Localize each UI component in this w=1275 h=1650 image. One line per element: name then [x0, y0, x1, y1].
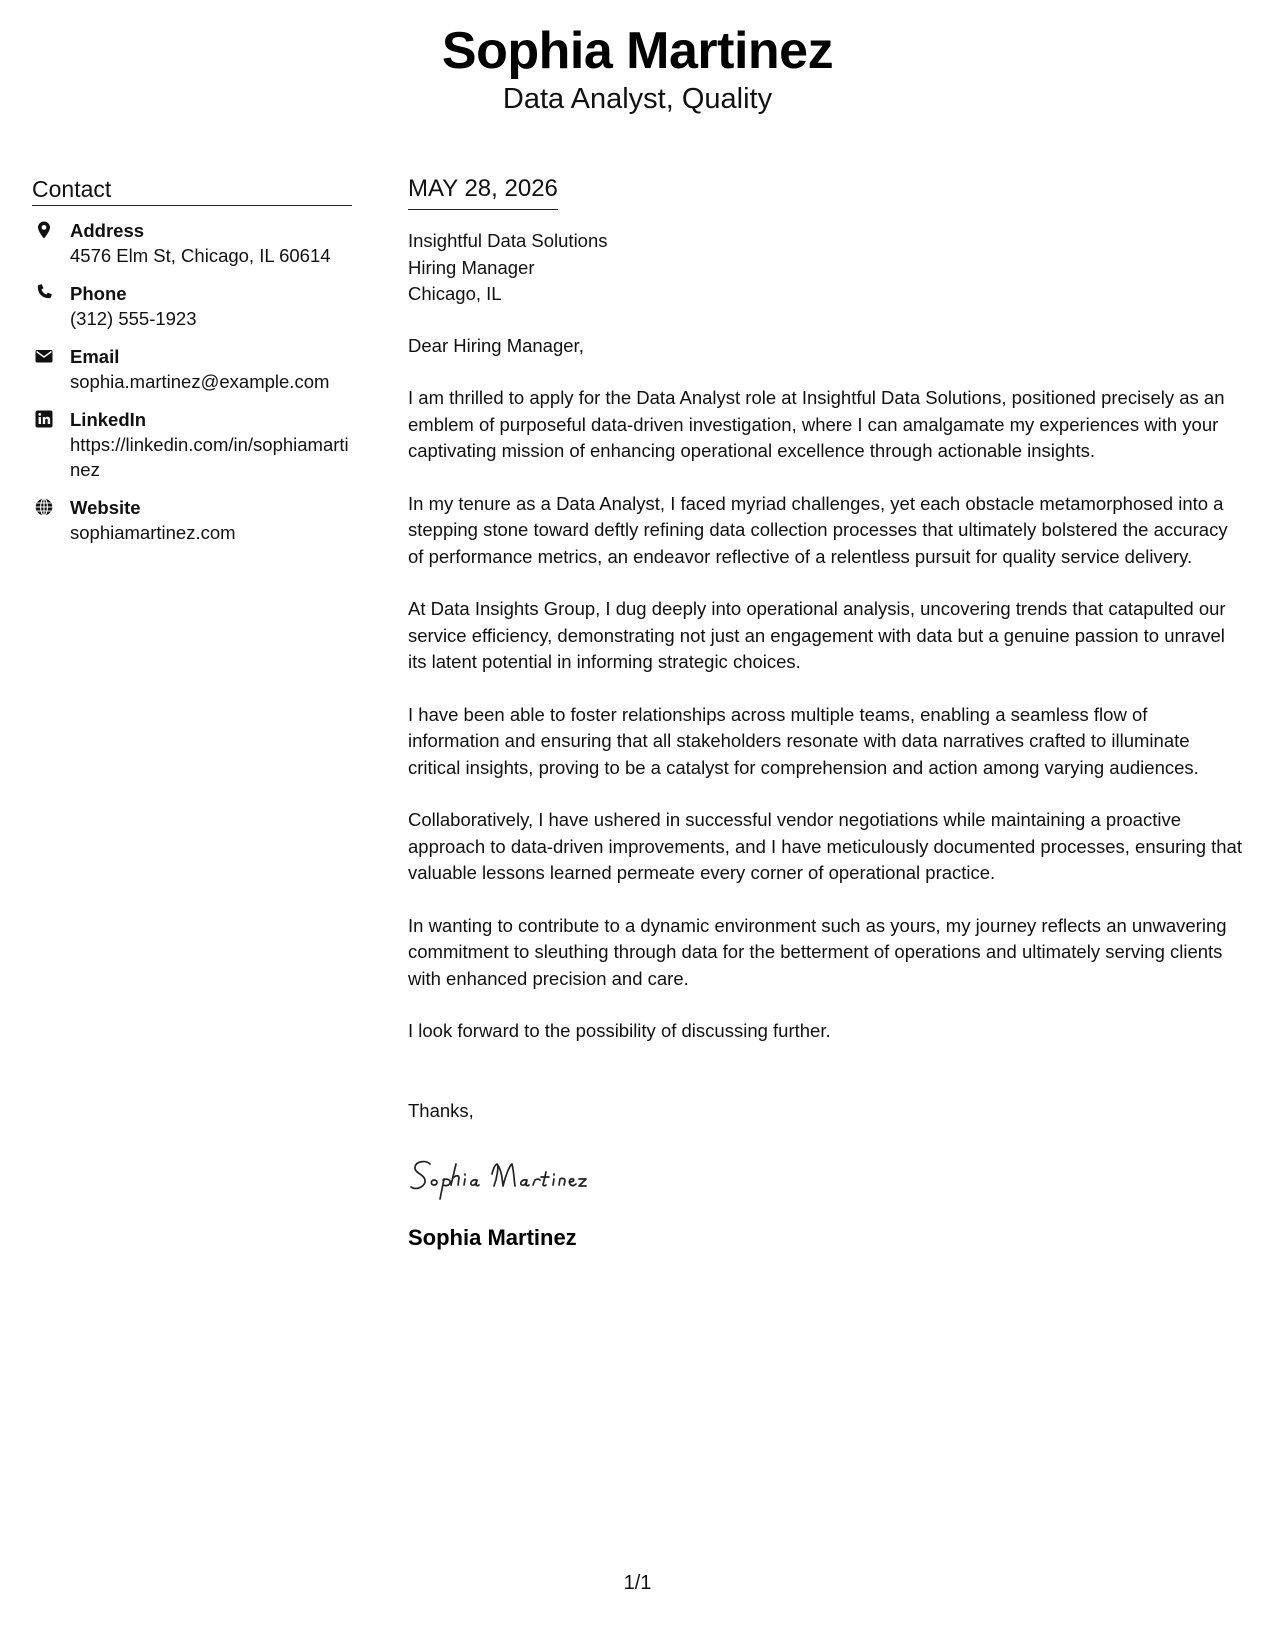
letter-paragraph: I have been able to foster relationships across multiple teams, enabling a seamless flow of information and ensuring that all stakeholders resonate with data narratives crafted to illuminate critical insights, proving to be a catalyst for comprehension and action among varying audiences. — [408, 703, 1199, 778]
letter-body — [408, 174, 1243, 1252]
contact-item-linkedin — [32, 407, 352, 482]
contact-sidebar — [32, 174, 352, 558]
phone-icon — [34, 283, 54, 303]
letter-paragraph: At Data Insights Group, I dug deeply into operational analysis, uncovering trends that catapulted our service efficiency, demonstrating not just an engagement with data but a genuine passion to unravel its latent potential in informing strategic choices. — [408, 598, 1226, 672]
applicant-name: Sophia Martinez — [441, 22, 834, 80]
letter-paragraph: Collaboratively, I have ushered in successful vendor negotiations while maintaining a proactive approach to data-driven improvements, and I have meticulously documented processes, ensuring that valuable lessons learned permeate every corner of operational practice. — [408, 809, 1242, 883]
contact-label: Website — [70, 497, 141, 518]
contact-label: Phone — [70, 283, 127, 304]
recipient-role: Hiring Manager — [408, 256, 535, 278]
linkedin-value[interactable]: https://linkedin.com/in/sophiamartinez — [70, 434, 349, 480]
salutation: Dear Hiring Manager, — [408, 334, 584, 356]
phone-value: (312) 555-1923 — [70, 308, 197, 329]
letter-paragraph: In wanting to contribute to a dynamic environment such as yours, my journey reflects an unwavering commitment to sleuthing through data for the betterment of operations and ultimately serving clients with enhanced precision and care. — [408, 914, 1227, 989]
recipient-block — [408, 228, 1243, 308]
email-value[interactable]: sophia.martinez@example.com — [70, 371, 330, 392]
contact-item-email — [32, 344, 352, 394]
recipient-company: Insightful Data Solutions — [408, 230, 608, 251]
address-value: 4576 Elm St, Chicago, IL 60614 — [70, 245, 331, 266]
contact-item-website — [32, 495, 352, 545]
closing: Thanks, — [408, 1099, 474, 1121]
email-icon — [34, 346, 54, 366]
letter-paragraph: I look forward to the possibility of discussing further. — [408, 1020, 831, 1041]
contact-list — [32, 218, 352, 545]
letter-header — [0, 20, 1275, 116]
recipient-location: Chicago, IL — [408, 283, 502, 304]
map-pin-icon — [34, 220, 54, 240]
signer-name: Sophia Martinez — [408, 1225, 577, 1250]
globe-icon — [34, 497, 54, 517]
letter-paragraph: I am thrilled to apply for the Data Analyst role at Insightful Data Solutions, positioned precisely as an emblem of purposeful data-driven investigation, where I can amalgamate my experiences with your captivating mission of enhancing operational excellence through actionable insights. — [408, 387, 1225, 461]
handwritten-signature — [408, 1150, 668, 1202]
contact-label: Email — [70, 346, 120, 367]
applicant-title: Data Analyst, Quality — [502, 83, 773, 115]
website-value[interactable]: sophiamartinez.com — [70, 522, 236, 543]
page-number: 1/1 — [623, 1572, 652, 1594]
letter-paragraph: In my tenure as a Data Analyst, I faced myriad challenges, yet each obstacle metamorphosed into a stepping stone toward deftly refining data collection processes that ultimately bolstered the accuracy of performance metrics, an endeavor reflective of a relentless pursuit for quality service delivery. — [408, 492, 1228, 567]
contact-heading: Contact — [32, 174, 352, 206]
contact-item-phone — [32, 281, 352, 331]
contact-label: LinkedIn — [70, 409, 147, 430]
letter-date: MAY 28, 2026 — [408, 174, 558, 210]
contact-label: Address — [70, 220, 145, 241]
linkedin-icon — [34, 409, 54, 429]
contact-item-address — [32, 218, 352, 268]
